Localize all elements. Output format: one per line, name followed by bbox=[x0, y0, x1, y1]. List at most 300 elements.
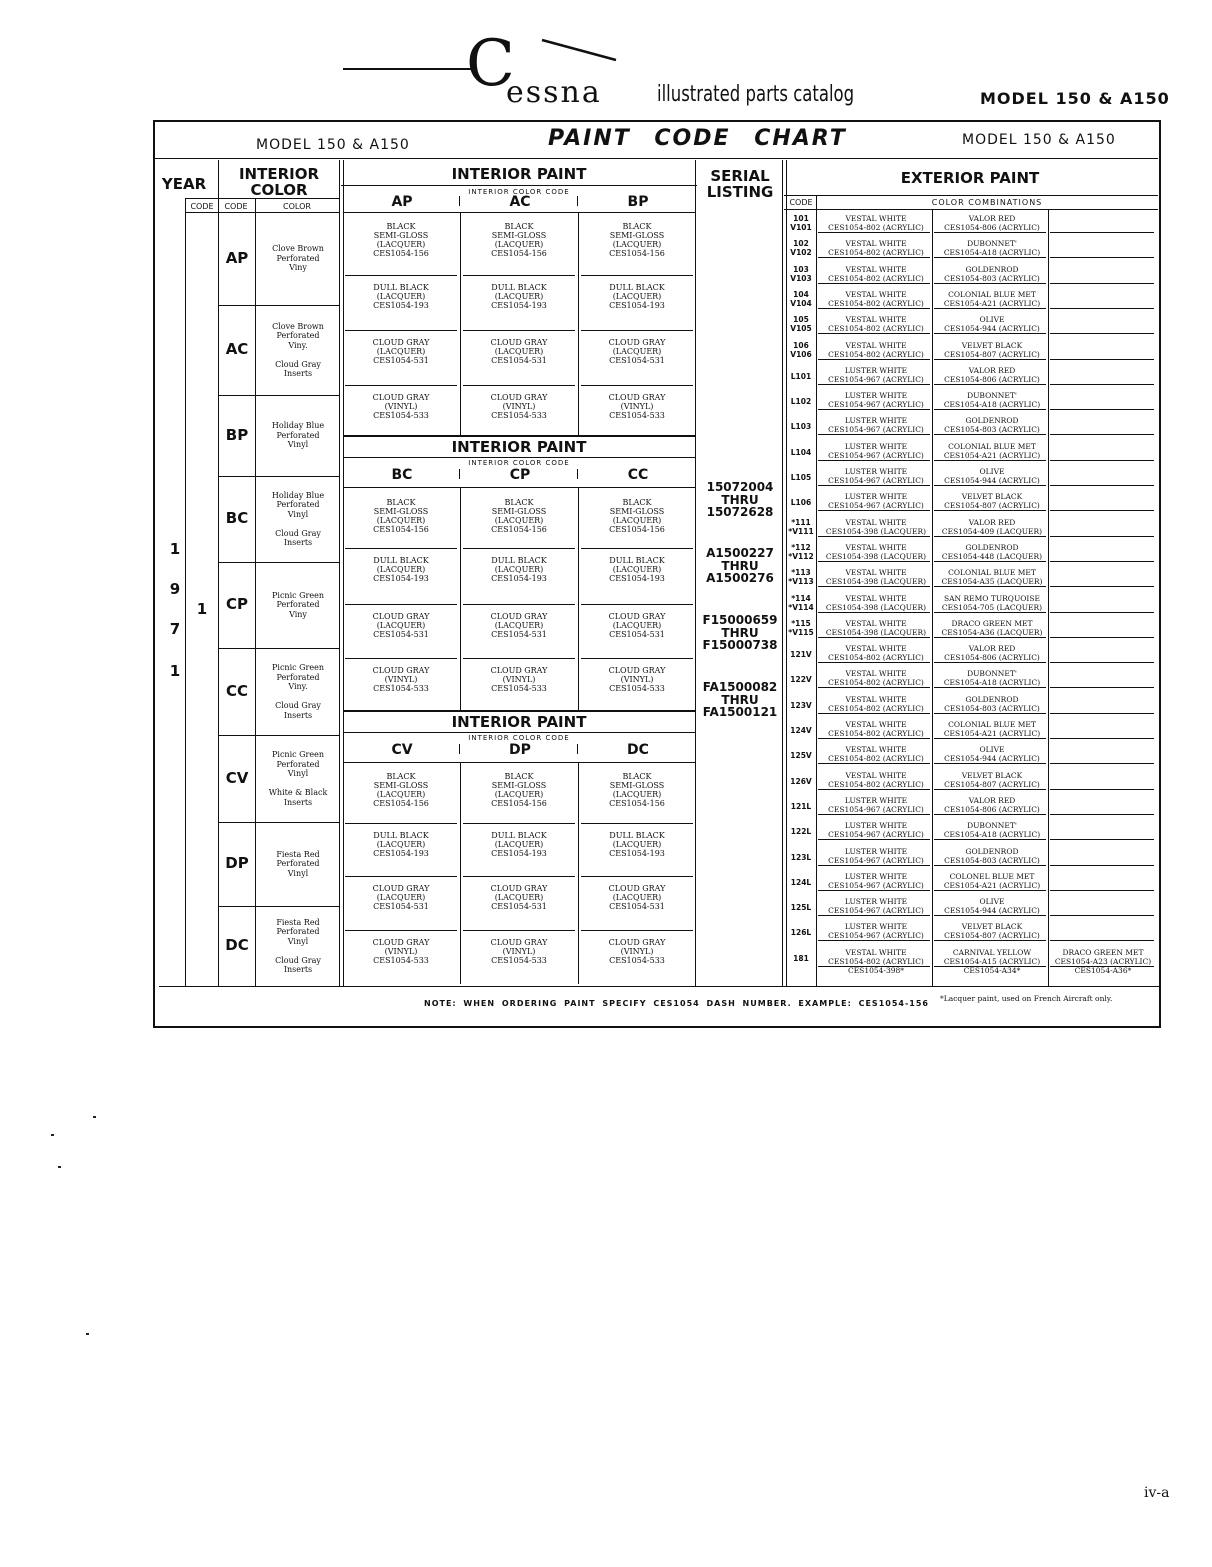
paint-cell: DULL BLACK (LACQUER) CES1054-193 bbox=[373, 556, 429, 583]
paint-row-rule bbox=[581, 876, 693, 877]
exterior-row bbox=[785, 288, 1155, 313]
exterior-color-3 bbox=[1051, 265, 1155, 274]
paint-cell: BLACK SEMI-GLOSS (LACQUER) CES1054-156 bbox=[609, 222, 665, 258]
exterior-color-3 bbox=[1051, 518, 1155, 527]
interior-paint-header-1: INTERIOR PAINT bbox=[451, 165, 587, 183]
int-color-row-rule bbox=[256, 562, 339, 563]
paint-col-divider bbox=[578, 212, 579, 437]
ext-underline bbox=[934, 713, 1046, 714]
interior-paint-header: INTERIOR PAINT bbox=[451, 713, 587, 731]
ext-underline bbox=[934, 308, 1046, 309]
ext-underline bbox=[1050, 662, 1154, 663]
exterior-color-2: VALOR RED CES1054-409 (LACQUER) bbox=[941, 517, 1043, 536]
int-code-row-rule bbox=[219, 476, 255, 477]
header-bottom-rule-left bbox=[185, 212, 339, 213]
ext-underline bbox=[818, 333, 930, 334]
exterior-row bbox=[785, 920, 1155, 945]
paint-cell: CLOUD GRAY (LACQUER) CES1054-531 bbox=[608, 338, 666, 365]
paint-row-rule bbox=[463, 604, 575, 605]
exterior-color-2: COLONEL BLUE MET CES1054-A21 (ACRYLIC) bbox=[943, 871, 1041, 890]
exterior-color-2: VALOR RED CES1054-806 (ACRYLIC) bbox=[944, 644, 1040, 663]
exterior-color-2: VALOR RED CES1054-806 (ACRYLIC) bbox=[944, 795, 1040, 814]
ext-underline bbox=[1050, 814, 1154, 815]
ext-underline bbox=[818, 763, 930, 764]
interior-code: DP bbox=[225, 854, 249, 872]
ext-underline bbox=[934, 687, 1046, 688]
ext-underline bbox=[934, 738, 1046, 739]
year-header: YEAR bbox=[161, 175, 207, 193]
paint-row-rule bbox=[463, 658, 575, 659]
scan-speck bbox=[86, 1333, 89, 1335]
paint-column-code: BC bbox=[391, 467, 413, 483]
exterior-color-2: CARNIVAL YELLOW CES1054-A15 (ACRYLIC) CES1054-A34* bbox=[943, 947, 1041, 975]
exterior-color-1: VESTAL WHITE CES1054-802 (ACRYLIC) bbox=[828, 644, 924, 663]
paint-cell: DULL BLACK (LACQUER) CES1054-193 bbox=[491, 556, 547, 583]
scan-speck bbox=[51, 1134, 54, 1136]
interior-code: BC bbox=[225, 509, 249, 527]
exterior-color-3 bbox=[1051, 290, 1155, 299]
exterior-color-3 bbox=[1051, 568, 1155, 577]
interior-code: CC bbox=[225, 681, 249, 700]
exterior-color-2: VELVET BLACK CES1054-807 (ACRYLIC) bbox=[944, 770, 1040, 789]
exterior-row bbox=[785, 743, 1155, 768]
interior-paint-header: INTERIOR PAINT bbox=[451, 438, 587, 456]
int-code-row-rule bbox=[219, 735, 255, 736]
code-tick bbox=[459, 196, 460, 206]
exterior-code: 123V bbox=[790, 700, 812, 710]
int-code-header: CODE bbox=[224, 202, 248, 211]
paint-row-rule bbox=[463, 930, 575, 931]
exterior-color-3 bbox=[1051, 391, 1155, 400]
exterior-code: 104 V104 bbox=[790, 289, 812, 308]
paint-row-rule bbox=[581, 658, 693, 659]
paint-cell: CLOUD GRAY (LACQUER) CES1054-531 bbox=[490, 338, 548, 365]
ext-underline bbox=[934, 536, 1046, 537]
exterior-color-2: SAN REMO TURQUOISE CES1054-705 (LACQUER) bbox=[941, 593, 1043, 612]
exterior-row bbox=[785, 541, 1155, 566]
ext-underline bbox=[934, 434, 1046, 435]
exterior-color-2: VELVET BLACK CES1054-807 (ACRYLIC) bbox=[944, 340, 1040, 359]
exterior-color-2: GOLDENROD CES1054-803 (ACRYLIC) bbox=[944, 846, 1040, 865]
exterior-color-3 bbox=[1051, 416, 1155, 425]
ext-underline bbox=[818, 814, 930, 815]
exterior-row bbox=[785, 667, 1155, 692]
ext-underline bbox=[1050, 460, 1154, 461]
interior-color-code-label: INTERIOR COLOR CODE bbox=[468, 734, 570, 742]
ext-underline bbox=[1050, 561, 1154, 562]
scan-speck bbox=[93, 1116, 96, 1118]
interior-code: CP bbox=[225, 595, 248, 613]
ext-underline bbox=[818, 865, 930, 866]
paint-row-rule bbox=[345, 876, 457, 877]
exterior-color-1: LUSTER WHITE CES1054-967 (ACRYLIC) bbox=[828, 467, 924, 485]
int-color-row-rule bbox=[256, 822, 339, 823]
paint-row-rule bbox=[345, 658, 457, 659]
exterior-code: 103 V103 bbox=[790, 264, 812, 283]
color-combinations-header: COLOR COMBINATIONS bbox=[931, 198, 1043, 207]
paint-row-rule bbox=[581, 930, 693, 931]
section-top-rule bbox=[343, 435, 695, 437]
exterior-row bbox=[785, 642, 1155, 667]
ext-underline bbox=[818, 612, 930, 613]
serial-header: SERIAL LISTING bbox=[706, 167, 774, 201]
paint-row-rule bbox=[581, 823, 693, 824]
exterior-code: *111 *V111 bbox=[788, 517, 814, 536]
exterior-code: *112 *V112 bbox=[788, 542, 814, 561]
ext-underline bbox=[934, 865, 1046, 866]
exterior-color-3 bbox=[1051, 821, 1155, 830]
exterior-code: 124V bbox=[790, 726, 812, 735]
paint-col-divider bbox=[460, 212, 461, 437]
exterior-row bbox=[785, 566, 1155, 591]
chart-title: PAINT CODE CHART bbox=[548, 126, 847, 151]
exterior-color-2: VALOR RED CES1054-806 (ACRYLIC) bbox=[944, 214, 1040, 232]
serial-divider bbox=[782, 160, 783, 986]
ext-underline bbox=[1050, 283, 1154, 284]
paint-cell: CLOUD GRAY (LACQUER) CES1054-531 bbox=[490, 612, 548, 639]
paint-col-divider bbox=[460, 762, 461, 984]
exterior-color-3: DRACO GREEN MET CES1054-A23 (ACRYLIC) CES1054-A36* bbox=[1054, 947, 1152, 975]
paint-cell: CLOUD GRAY (VINYL) CES1054-533 bbox=[490, 938, 548, 965]
paint-cell: CLOUD GRAY (LACQUER) CES1054-531 bbox=[372, 612, 430, 639]
int-code-row-rule bbox=[219, 648, 255, 649]
exterior-color-2: OLIVE CES1054-944 (ACRYLIC) bbox=[944, 745, 1040, 764]
int-code-row-rule bbox=[219, 562, 255, 563]
interior-code: BP bbox=[225, 425, 249, 444]
interior-color-desc: Holiday Blue Perforated Vinyl bbox=[271, 421, 325, 450]
exterior-code: L106 bbox=[790, 498, 812, 508]
exterior-code: 101 V101 bbox=[790, 214, 812, 232]
ext-underline bbox=[1050, 687, 1154, 688]
serial-range: 15072004 THRU 15072628 bbox=[706, 480, 774, 519]
exterior-color-3 bbox=[1051, 341, 1155, 350]
exterior-code: 122L bbox=[790, 827, 812, 837]
exterior-color-2: VELVET BLACK CES1054-807 (ACRYLIC) bbox=[944, 922, 1040, 941]
exterior-color-1: VESTAL WHITE CES1054-802 (ACRYLIC) bbox=[828, 340, 924, 359]
exterior-color-3 bbox=[1051, 695, 1155, 704]
code-tick bbox=[577, 196, 578, 206]
ext-underline bbox=[1050, 308, 1154, 309]
paint-cell: BLACK SEMI-GLOSS (LACQUER) CES1054-156 bbox=[491, 222, 547, 258]
paint-cell: CLOUD GRAY (VINYL) CES1054-533 bbox=[490, 393, 548, 420]
exterior-code: 121V bbox=[790, 650, 812, 660]
ext-underline bbox=[934, 612, 1046, 613]
exterior-row bbox=[785, 516, 1155, 541]
ext-underline bbox=[818, 257, 930, 258]
ext-underline bbox=[1050, 409, 1154, 410]
ext-underline bbox=[818, 308, 930, 309]
ext-underline bbox=[934, 359, 1046, 360]
interior-color-desc: Picnic Green Perforated Vinyl White & Black Inserts bbox=[268, 750, 328, 807]
int-code-row-rule bbox=[219, 305, 255, 306]
year-divider bbox=[218, 160, 219, 986]
exterior-color-2: DRACO GREEN MET CES1054-A36 (LACQUER) bbox=[941, 618, 1043, 637]
exterior-color-2: VALOR RED CES1054-806 (ACRYLIC) bbox=[944, 365, 1040, 384]
exterior-row bbox=[785, 414, 1155, 439]
exterior-code: *115 *V115 bbox=[788, 618, 814, 637]
exterior-row bbox=[785, 212, 1155, 237]
exterior-row bbox=[785, 490, 1155, 515]
ext-underline bbox=[818, 637, 930, 638]
interior-color-desc: Picnic Green Perforated Viny bbox=[272, 590, 324, 619]
ext-underline bbox=[934, 283, 1046, 284]
paint-row-rule bbox=[581, 385, 693, 386]
paint-divider bbox=[695, 160, 696, 986]
exterior-code: 125V bbox=[790, 751, 812, 761]
paint-cell: DULL BLACK (LACQUER) CES1054-193 bbox=[609, 283, 665, 310]
ip1-rule bbox=[341, 185, 697, 186]
exterior-row bbox=[785, 819, 1155, 844]
ext-underline bbox=[934, 814, 1046, 815]
code-tick bbox=[459, 744, 460, 754]
exterior-color-1: VESTAL WHITE CES1054-398 (LACQUER) bbox=[825, 593, 927, 612]
paint-col-divider bbox=[578, 762, 579, 984]
interior-code: DC bbox=[225, 936, 249, 954]
year-digit: 7 bbox=[169, 620, 181, 638]
ext-underline bbox=[1050, 763, 1154, 764]
section-code-rule bbox=[343, 762, 695, 763]
exterior-color-1: LUSTER WHITE CES1054-967 (ACRYLIC) bbox=[828, 871, 924, 890]
section-top-rule bbox=[343, 710, 695, 712]
serial-range: FA1500082 THRU FA1500121 bbox=[702, 680, 778, 719]
paint-cell: CLOUD GRAY (LACQUER) CES1054-531 bbox=[608, 612, 666, 639]
logo-letter-c: C bbox=[466, 27, 515, 101]
section-title-rule bbox=[343, 457, 695, 458]
exterior-code: L103 bbox=[790, 422, 812, 432]
exterior-color-3 bbox=[1051, 214, 1155, 223]
ext-code-header: CODE bbox=[789, 198, 813, 207]
ext-underline bbox=[1050, 713, 1154, 714]
ext-underline bbox=[1050, 359, 1154, 360]
ext-underline bbox=[934, 637, 1046, 638]
ext-header-bottom bbox=[784, 209, 1158, 210]
exterior-row bbox=[785, 870, 1155, 895]
ext-underline bbox=[1050, 789, 1154, 790]
paint-row-rule bbox=[581, 330, 693, 331]
title-divider bbox=[153, 158, 1158, 159]
exterior-color-1: VESTAL WHITE CES1054-802 (ACRYLIC) bbox=[828, 239, 924, 258]
exterior-color-3 bbox=[1051, 644, 1155, 653]
paint-cell: CLOUD GRAY (VINYL) CES1054-533 bbox=[372, 666, 430, 693]
interior-color-desc: Fiesta Red Perforated Vinyl Cloud Gray Inserts bbox=[275, 917, 321, 974]
paint-cell: CLOUD GRAY (LACQUER) CES1054-531 bbox=[490, 884, 548, 911]
exterior-color-3 bbox=[1051, 720, 1155, 729]
interior-color-code-label-1: INTERIOR COLOR CODE bbox=[468, 188, 570, 196]
exterior-color-1: VESTAL WHITE CES1054-398 (LACQUER) bbox=[825, 542, 927, 561]
interior-color-desc: Holiday Blue Perforated Vinyl Cloud Gray Inserts bbox=[271, 490, 325, 547]
ext-underline bbox=[934, 940, 1046, 941]
exterior-color-3 bbox=[1051, 442, 1155, 451]
paint-cell: CLOUD GRAY (VINYL) CES1054-533 bbox=[608, 938, 666, 965]
ext-underline bbox=[934, 460, 1046, 461]
exterior-row bbox=[785, 263, 1155, 288]
ext-underline bbox=[818, 460, 930, 461]
ext-underline bbox=[934, 966, 1046, 967]
exterior-color-1: VESTAL WHITE CES1054-802 (ACRYLIC) bbox=[828, 315, 924, 334]
exterior-color-2: OLIVE CES1054-944 (ACRYLIC) bbox=[944, 897, 1040, 916]
paint-cell: CLOUD GRAY (VINYL) CES1054-533 bbox=[608, 393, 666, 420]
paint-cell: CLOUD GRAY (VINYL) CES1054-533 bbox=[372, 938, 430, 965]
ext-underline bbox=[818, 536, 930, 537]
exterior-row bbox=[785, 364, 1155, 389]
exterior-color-2: VELVET BLACK CES1054-807 (ACRYLIC) bbox=[944, 492, 1040, 511]
paint-cell: DULL BLACK (LACQUER) CES1054-193 bbox=[609, 556, 665, 583]
exterior-row bbox=[785, 313, 1155, 338]
exterior-color-1: LUSTER WHITE CES1054-967 (ACRYLIC) bbox=[828, 922, 924, 941]
exterior-code: 123L bbox=[790, 852, 812, 862]
interior-code: CV bbox=[225, 768, 249, 787]
page-number: iv-a bbox=[1144, 1485, 1170, 1501]
exterior-color-2: GOLDENROD CES1054-803 (ACRYLIC) bbox=[944, 416, 1040, 435]
year-digit: 9 bbox=[169, 580, 181, 598]
paint-cell: DULL BLACK (LACQUER) CES1054-193 bbox=[373, 283, 429, 310]
exterior-paint-header: EXTERIOR PAINT bbox=[900, 169, 1040, 187]
ext-underline bbox=[1050, 966, 1154, 967]
scan-speck bbox=[58, 1166, 61, 1168]
exterior-code: 121L bbox=[790, 801, 812, 811]
paint-cell: CLOUD GRAY (VINYL) CES1054-533 bbox=[490, 666, 548, 693]
exterior-color-1: LUSTER WHITE CES1054-967 (ACRYLIC) bbox=[828, 391, 924, 410]
paint-row-rule bbox=[463, 275, 575, 276]
paint-cell: CLOUD GRAY (VINYL) CES1054-533 bbox=[608, 666, 666, 693]
ext-underline bbox=[818, 384, 930, 385]
ext-underline bbox=[1050, 586, 1154, 587]
exterior-color-2: COLONIAL BLUE MET CES1054-A35 (LACQUER) bbox=[941, 568, 1043, 587]
interior-color-header: INTERIOR COLOR bbox=[238, 165, 320, 199]
paint-cell: BLACK SEMI-GLOSS (LACQUER) CES1054-156 bbox=[373, 772, 429, 808]
code-tick bbox=[577, 469, 578, 479]
ext-underline bbox=[1050, 232, 1154, 233]
exterior-code: 181 bbox=[793, 953, 809, 963]
header-subdivider bbox=[185, 198, 339, 199]
exterior-row bbox=[785, 237, 1155, 262]
ext-underline bbox=[818, 713, 930, 714]
exterior-color-1: LUSTER WHITE CES1054-967 (ACRYLIC) bbox=[828, 365, 924, 384]
code-tick bbox=[459, 469, 460, 479]
exterior-color-3 bbox=[1051, 897, 1155, 906]
exterior-color-3 bbox=[1051, 492, 1155, 501]
paint-row-rule bbox=[581, 604, 693, 605]
exterior-color-1: LUSTER WHITE CES1054-967 (ACRYLIC) bbox=[828, 416, 924, 435]
ext-underline bbox=[934, 662, 1046, 663]
ext-underline bbox=[934, 890, 1046, 891]
exterior-code: 106 V106 bbox=[790, 340, 812, 359]
ext-underline bbox=[818, 359, 930, 360]
exterior-color-1: VESTAL WHITE CES1054-398 (LACQUER) bbox=[825, 568, 927, 587]
exterior-row bbox=[785, 845, 1155, 870]
logo-wordmark: essna bbox=[506, 75, 602, 110]
ext-underline bbox=[818, 687, 930, 688]
exterior-color-3 bbox=[1051, 619, 1155, 628]
paint-column-code: CP bbox=[509, 467, 531, 483]
exterior-color-1: VESTAL WHITE CES1054-802 (ACRYLIC) bbox=[828, 669, 924, 688]
paint-cell: CLOUD GRAY (LACQUER) CES1054-531 bbox=[372, 338, 430, 365]
paint-row-rule bbox=[463, 385, 575, 386]
color-header: COLOR bbox=[283, 202, 311, 211]
ext-underline bbox=[818, 839, 930, 840]
ext-underline bbox=[1050, 940, 1154, 941]
paint-row-rule bbox=[581, 275, 693, 276]
exterior-code: L101 bbox=[790, 371, 812, 381]
exterior-color-1: LUSTER WHITE CES1054-967 (ACRYLIC) bbox=[828, 846, 924, 865]
exterior-code: L104 bbox=[790, 447, 812, 457]
year-code-divider bbox=[185, 198, 186, 986]
section-code-rule bbox=[343, 487, 695, 488]
chart-model-right: MODEL 150 & A150 bbox=[962, 132, 1116, 148]
exterior-row bbox=[785, 769, 1155, 794]
ext-underline bbox=[934, 384, 1046, 385]
exterior-row bbox=[785, 465, 1155, 490]
exterior-row bbox=[785, 895, 1155, 920]
exterior-color-1: LUSTER WHITE CES1054-967 (ACRYLIC) bbox=[828, 821, 924, 840]
exterior-color-3 bbox=[1051, 467, 1155, 476]
catalog-title: illustrated parts catalog bbox=[657, 82, 855, 107]
paint-row-rule bbox=[345, 385, 457, 386]
paint-column-code: CV bbox=[391, 742, 413, 758]
exterior-row bbox=[785, 339, 1155, 364]
section-title-rule bbox=[343, 732, 695, 733]
interior-color-desc: Fiesta Red Perforated Vinyl bbox=[276, 849, 320, 878]
exterior-row bbox=[785, 440, 1155, 465]
paint-row-rule bbox=[581, 548, 693, 549]
ext-underline bbox=[1050, 434, 1154, 435]
exterior-color-2: GOLDENROD CES1054-448 (LACQUER) bbox=[941, 542, 1043, 561]
paint-column-code: BP bbox=[627, 194, 649, 210]
ext-underline bbox=[934, 409, 1046, 410]
int-code-row-rule bbox=[219, 822, 255, 823]
exterior-row bbox=[785, 718, 1155, 743]
ext-underline bbox=[818, 738, 930, 739]
paint-cell: BLACK SEMI-GLOSS (LACQUER) CES1054-156 bbox=[491, 772, 547, 808]
note-divider bbox=[159, 986, 1159, 987]
exterior-code: 126V bbox=[790, 776, 812, 786]
int-color-row-rule bbox=[256, 648, 339, 649]
exterior-color-3 bbox=[1051, 771, 1155, 780]
exterior-code: 124L bbox=[790, 877, 812, 887]
exterior-color-1: VESTAL WHITE CES1054-802 (ACRYLIC) bbox=[828, 720, 924, 738]
code-tick bbox=[577, 744, 578, 754]
paint-cell: DULL BLACK (LACQUER) CES1054-193 bbox=[609, 831, 665, 858]
exterior-color-3 bbox=[1051, 543, 1155, 552]
ext-underline bbox=[934, 839, 1046, 840]
ext-underline bbox=[1050, 257, 1154, 258]
paint-cell: BLACK SEMI-GLOSS (LACQUER) CES1054-156 bbox=[373, 498, 429, 534]
exterior-code: 125L bbox=[790, 903, 812, 913]
exterior-color-3 bbox=[1051, 366, 1155, 375]
exterior-color-2: OLIVE CES1054-944 (ACRYLIC) bbox=[944, 467, 1040, 485]
year-digit: 1 bbox=[169, 540, 181, 558]
logo-swoosh-icon bbox=[540, 38, 620, 64]
paint-row-rule bbox=[463, 876, 575, 877]
exterior-color-1: VESTAL WHITE CES1054-802 (ACRYLIC) bbox=[828, 214, 924, 232]
paint-cell: CLOUD GRAY (LACQUER) CES1054-531 bbox=[608, 884, 666, 911]
paint-row-rule bbox=[345, 330, 457, 331]
paint-cell: BLACK SEMI-GLOSS (LACQUER) CES1054-156 bbox=[609, 772, 665, 808]
exterior-row bbox=[785, 617, 1155, 642]
ext-header-rule bbox=[784, 195, 1158, 196]
ext-underline bbox=[1050, 865, 1154, 866]
chart-model-left: MODEL 150 & A150 bbox=[256, 137, 410, 153]
interior-color-code-label: INTERIOR COLOR CODE bbox=[468, 459, 570, 467]
int-color-row-rule bbox=[256, 476, 339, 477]
int-code-row-rule bbox=[219, 395, 255, 396]
ext-underline bbox=[818, 283, 930, 284]
int-code-row-rule bbox=[219, 906, 255, 907]
exterior-code: *113 *V113 bbox=[788, 568, 814, 587]
int-color-divider bbox=[339, 160, 340, 986]
paint-row-rule bbox=[345, 548, 457, 549]
exterior-row bbox=[785, 693, 1155, 718]
